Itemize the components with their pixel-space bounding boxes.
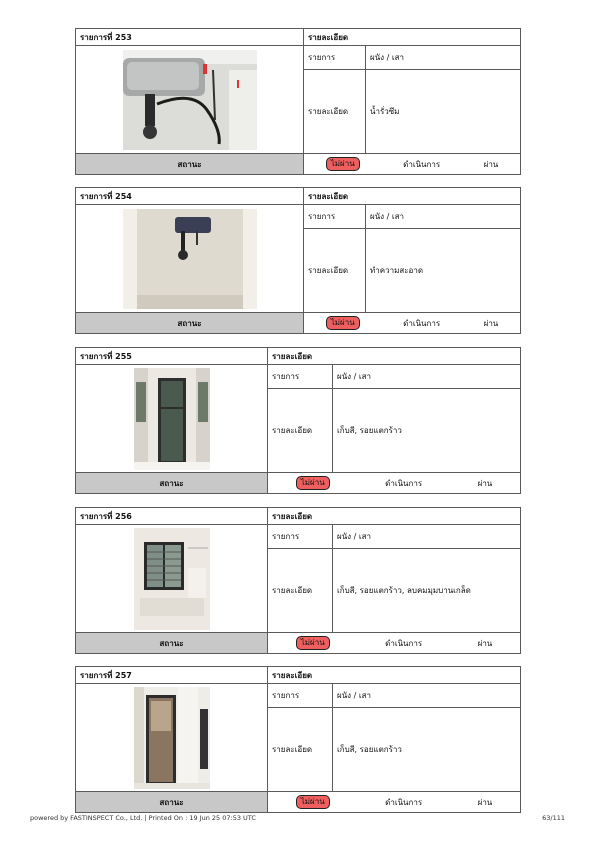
inspection-item-257	[75, 666, 520, 813]
inspection-item-254	[75, 187, 520, 334]
status-in-progress[interactable]: ดำเนินการ	[385, 638, 423, 648]
page-footer	[30, 814, 565, 822]
status-in-progress[interactable]: ดำเนินการ	[385, 797, 423, 807]
details-header: รายละเอียด	[304, 29, 521, 46]
status-fail-badge[interactable]: ไม่ผ่าน	[326, 316, 360, 330]
status-label: สถานะ	[76, 792, 268, 813]
status-pass[interactable]: ผ่าน	[477, 638, 493, 648]
status-pass[interactable]: ผ่าน	[483, 318, 499, 328]
details-header: รายละเอียด	[304, 188, 521, 205]
item-photo[interactable]	[76, 525, 268, 633]
item-value: ผนัง / เสา	[366, 205, 521, 229]
item-title: รายการที่ 257	[76, 667, 268, 684]
status-in-progress[interactable]: ดำเนินการ	[403, 159, 441, 169]
item-value: ผนัง / เสา	[333, 365, 521, 389]
item-value: ผนัง / เสา	[333, 684, 521, 708]
status-label: สถานะ	[76, 473, 268, 494]
status-pass[interactable]: ผ่าน	[483, 159, 499, 169]
glass-door-photo-icon	[134, 687, 210, 789]
detail-label: รายละเอียด	[304, 70, 366, 154]
inspection-item-253	[75, 28, 520, 175]
status-fail-badge[interactable]: ไม่ผ่าน	[296, 476, 330, 490]
item-label: รายการ	[304, 205, 366, 229]
item-value: ผนัง / เสา	[366, 46, 521, 70]
detail-value: ทำความสะอาด	[366, 229, 521, 313]
detail-value: น้ำรั่วซึม	[366, 70, 521, 154]
status-fail-badge[interactable]: ไม่ผ่าน	[326, 157, 360, 171]
inspection-item-255	[75, 347, 520, 494]
window-photo-icon	[134, 528, 210, 630]
item-title: รายการที่ 256	[76, 508, 268, 525]
page-number: 63/111	[542, 814, 565, 822]
status-pass[interactable]: ผ่าน	[477, 797, 493, 807]
door-photo-icon	[134, 368, 210, 470]
footer-credit: powered by FASTINSPECT Co., Ltd. | Printed On : 19 Jun 25 07:53 UTC	[30, 814, 256, 822]
detail-label: รายละเอียด	[268, 389, 333, 473]
status-pass[interactable]: ผ่าน	[477, 478, 493, 488]
item-title: รายการที่ 254	[76, 188, 304, 205]
status-in-progress[interactable]: ดำเนินการ	[403, 318, 441, 328]
sink-plumbing-photo-icon	[123, 50, 257, 150]
item-photo[interactable]	[76, 365, 268, 473]
item-photo[interactable]	[76, 205, 304, 313]
detail-value: เก็บสี, รอยแตกร้าว	[333, 389, 521, 473]
detail-label: รายละเอียด	[268, 549, 333, 633]
item-title: รายการที่ 253	[76, 29, 304, 46]
item-photo[interactable]	[76, 684, 268, 792]
status-in-progress[interactable]: ดำเนินการ	[385, 478, 423, 488]
detail-value: เก็บสี, รอยแตกร้าว, ลบคมมุมบานเกล็ด	[333, 549, 521, 633]
status-label: สถานะ	[76, 313, 304, 334]
status-fail-badge[interactable]: ไม่ผ่าน	[296, 795, 330, 809]
item-title: รายการที่ 255	[76, 348, 268, 365]
item-photo[interactable]	[76, 46, 304, 154]
details-header: รายละเอียด	[268, 348, 521, 365]
status-label: สถานะ	[76, 633, 268, 654]
detail-label: รายละเอียด	[268, 708, 333, 792]
item-label: รายการ	[268, 365, 333, 389]
details-header: รายละเอียด	[268, 508, 521, 525]
item-label: รายการ	[268, 684, 333, 708]
status-label: สถานะ	[76, 154, 304, 175]
detail-value: เก็บสี, รอยแตกร้าว	[333, 708, 521, 792]
item-label: รายการ	[268, 525, 333, 549]
item-value: ผนัง / เสา	[333, 525, 521, 549]
details-header: รายละเอียด	[268, 667, 521, 684]
item-label: รายการ	[304, 46, 366, 70]
cabinet-interior-photo-icon	[123, 209, 257, 309]
inspection-item-256	[75, 507, 520, 654]
detail-label: รายละเอียด	[304, 229, 366, 313]
status-fail-badge[interactable]: ไม่ผ่าน	[296, 636, 330, 650]
